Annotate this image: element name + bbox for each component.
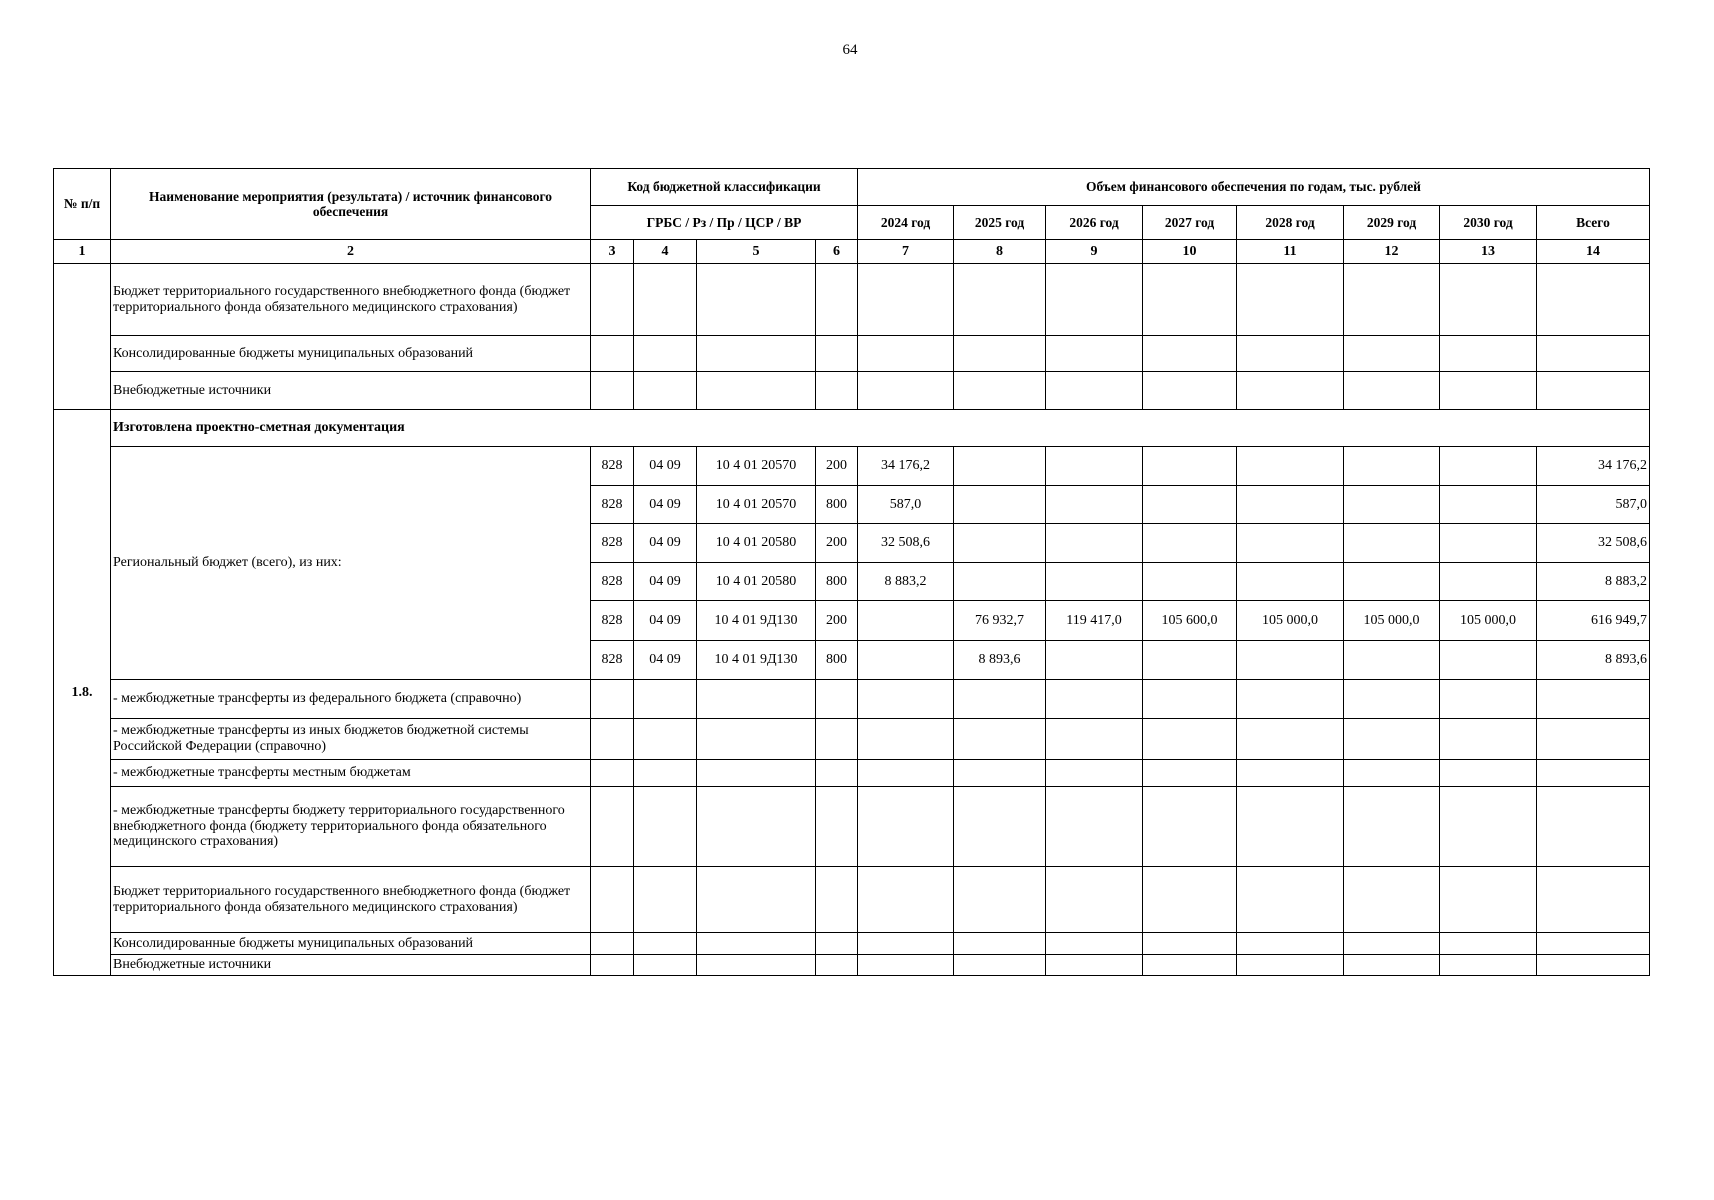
- year-2029-cell: [1344, 563, 1440, 601]
- column-index: 14: [1537, 240, 1650, 264]
- year-2024-cell: [858, 641, 954, 680]
- csr-cell: 10 4 01 20580: [697, 524, 816, 563]
- year-2026-cell: 119 417,0: [1046, 601, 1143, 641]
- year-2027-cell: [1143, 447, 1237, 486]
- column-index: 9: [1046, 240, 1143, 264]
- row-name: - межбюджетные трансферты местным бюджетам: [111, 760, 591, 787]
- vr-cell: 800: [816, 563, 858, 601]
- total-cell: 8 893,6: [1537, 641, 1650, 680]
- header-number: № п/п: [54, 169, 111, 240]
- year-2029-cell: [1344, 524, 1440, 563]
- column-index: 10: [1143, 240, 1237, 264]
- year-2028-cell: [1237, 447, 1344, 486]
- rz-pr-cell: 04 09: [634, 563, 697, 601]
- table-row: [54, 719, 1650, 760]
- column-index: 6: [816, 240, 858, 264]
- table-row: [54, 264, 1650, 336]
- column-index: 13: [1440, 240, 1537, 264]
- table-row: [54, 336, 1650, 372]
- regional-row: [54, 447, 1650, 486]
- year-2025-cell: 76 932,7: [954, 601, 1046, 641]
- row-name: Бюджет территориального государственного внебюджетного фонда (бюджет территориального фонда обязательного медицинского страхования): [111, 264, 591, 336]
- total-cell: 8 883,2: [1537, 563, 1650, 601]
- year-2030-cell: [1440, 563, 1537, 601]
- table-row: [54, 933, 1650, 955]
- header-year: 2029 год: [1344, 206, 1440, 240]
- header-year: 2024 год: [858, 206, 954, 240]
- table-row: [54, 787, 1650, 867]
- grbs-cell: 828: [591, 524, 634, 563]
- header-year: 2025 год: [954, 206, 1046, 240]
- column-index: 5: [697, 240, 816, 264]
- csr-cell: 10 4 01 20570: [697, 486, 816, 524]
- total-cell: 32 508,6: [1537, 524, 1650, 563]
- year-2025-cell: [954, 563, 1046, 601]
- year-2027-cell: [1143, 563, 1237, 601]
- year-2024-cell: 8 883,2: [858, 563, 954, 601]
- table-row: [54, 760, 1650, 787]
- column-index: 8: [954, 240, 1046, 264]
- year-2029-cell: [1344, 486, 1440, 524]
- csr-cell: 10 4 01 20570: [697, 447, 816, 486]
- row-name: Бюджет территориального государственного внебюджетного фонда (бюджет территориального фонда обязательного медицинского страхования): [111, 867, 591, 933]
- year-2028-cell: [1237, 641, 1344, 680]
- budget-table: [53, 168, 1650, 976]
- rz-pr-cell: 04 09: [634, 524, 697, 563]
- row-name: Внебюджетные источники: [111, 372, 591, 410]
- row-name: Консолидированные бюджеты муниципальных образований: [111, 933, 591, 955]
- row-name: Консолидированные бюджеты муниципальных образований: [111, 336, 591, 372]
- regional-budget-label: Региональный бюджет (всего), из них:: [111, 447, 591, 680]
- year-2024-cell: 587,0: [858, 486, 954, 524]
- header-name: Наименование мероприятия (результата) / источник финансового обеспечения: [111, 169, 591, 240]
- column-index: 4: [634, 240, 697, 264]
- header-total: Всего: [1537, 206, 1650, 240]
- rz-pr-cell: 04 09: [634, 601, 697, 641]
- year-2030-cell: [1440, 641, 1537, 680]
- year-2026-cell: [1046, 641, 1143, 680]
- year-2026-cell: [1046, 563, 1143, 601]
- year-2024-cell: 34 176,2: [858, 447, 954, 486]
- year-2025-cell: 8 893,6: [954, 641, 1046, 680]
- column-index: 3: [591, 240, 634, 264]
- column-index: 1: [54, 240, 111, 264]
- grbs-cell: 828: [591, 641, 634, 680]
- row-number-empty: [54, 264, 111, 410]
- row-name: - межбюджетные трансферты из федерального бюджета (справочно): [111, 680, 591, 719]
- vr-cell: 800: [816, 641, 858, 680]
- year-2028-cell: 105 000,0: [1237, 601, 1344, 641]
- year-2029-cell: [1344, 641, 1440, 680]
- year-2028-cell: [1237, 563, 1344, 601]
- year-2029-cell: 105 000,0: [1344, 601, 1440, 641]
- column-index: 7: [858, 240, 954, 264]
- year-2025-cell: [954, 486, 1046, 524]
- year-2030-cell: [1440, 486, 1537, 524]
- csr-cell: 10 4 01 9Д130: [697, 641, 816, 680]
- row-name: - межбюджетные трансферты из иных бюджетов бюджетной системы Российской Федерации (справочно): [111, 719, 591, 760]
- column-index: 11: [1237, 240, 1344, 264]
- year-2025-cell: [954, 447, 1046, 486]
- section-title-row: [54, 410, 1650, 447]
- row-name: Внебюджетные источники: [111, 955, 591, 976]
- header-code-sub: ГРБС / Рз / Пр / ЦСР / ВР: [591, 206, 858, 240]
- grbs-cell: 828: [591, 563, 634, 601]
- vr-cell: 800: [816, 486, 858, 524]
- year-2027-cell: [1143, 641, 1237, 680]
- rz-pr-cell: 04 09: [634, 641, 697, 680]
- year-2024-cell: 32 508,6: [858, 524, 954, 563]
- header-year: 2028 год: [1237, 206, 1344, 240]
- csr-cell: 10 4 01 20580: [697, 563, 816, 601]
- table-row: [54, 372, 1650, 410]
- grbs-cell: 828: [591, 486, 634, 524]
- vr-cell: 200: [816, 524, 858, 563]
- table-row: [54, 955, 1650, 976]
- year-2028-cell: [1237, 524, 1344, 563]
- year-2027-cell: [1143, 524, 1237, 563]
- year-2026-cell: [1046, 447, 1143, 486]
- rz-pr-cell: 04 09: [634, 486, 697, 524]
- csr-cell: 10 4 01 9Д130: [697, 601, 816, 641]
- column-index: 2: [111, 240, 591, 264]
- vr-cell: 200: [816, 447, 858, 486]
- rz-pr-cell: 04 09: [634, 447, 697, 486]
- header-year: 2030 год: [1440, 206, 1537, 240]
- section-number: 1.8.: [54, 410, 111, 976]
- table-row: [54, 680, 1650, 719]
- grbs-cell: 828: [591, 447, 634, 486]
- year-2029-cell: [1344, 447, 1440, 486]
- column-index-row: [54, 240, 1650, 264]
- table-row: [54, 867, 1650, 933]
- year-2025-cell: [954, 524, 1046, 563]
- year-2030-cell: [1440, 524, 1537, 563]
- header-year: 2027 год: [1143, 206, 1237, 240]
- header-volume-group: Объем финансового обеспечения по годам, тыс. рублей: [858, 169, 1650, 206]
- column-index: 12: [1344, 240, 1440, 264]
- total-cell: 616 949,7: [1537, 601, 1650, 641]
- year-2026-cell: [1046, 524, 1143, 563]
- page-number: 64: [842, 42, 858, 58]
- year-2030-cell: [1440, 447, 1537, 486]
- year-2026-cell: [1046, 486, 1143, 524]
- year-2027-cell: 105 600,0: [1143, 601, 1237, 641]
- year-2030-cell: 105 000,0: [1440, 601, 1537, 641]
- vr-cell: 200: [816, 601, 858, 641]
- total-cell: 34 176,2: [1537, 447, 1650, 486]
- header-code-group: Код бюджетной классификации: [591, 169, 858, 206]
- grbs-cell: 828: [591, 601, 634, 641]
- year-2028-cell: [1237, 486, 1344, 524]
- row-name: - межбюджетные трансферты бюджету территориального государственного внебюджетного фонда (бюджету территориального фонда обязательного медицинского страхования): [111, 787, 591, 867]
- header-year: 2026 год: [1046, 206, 1143, 240]
- section-title: Изготовлена проектно-сметная документация: [111, 410, 1650, 447]
- year-2024-cell: [858, 601, 954, 641]
- total-cell: 587,0: [1537, 486, 1650, 524]
- year-2027-cell: [1143, 486, 1237, 524]
